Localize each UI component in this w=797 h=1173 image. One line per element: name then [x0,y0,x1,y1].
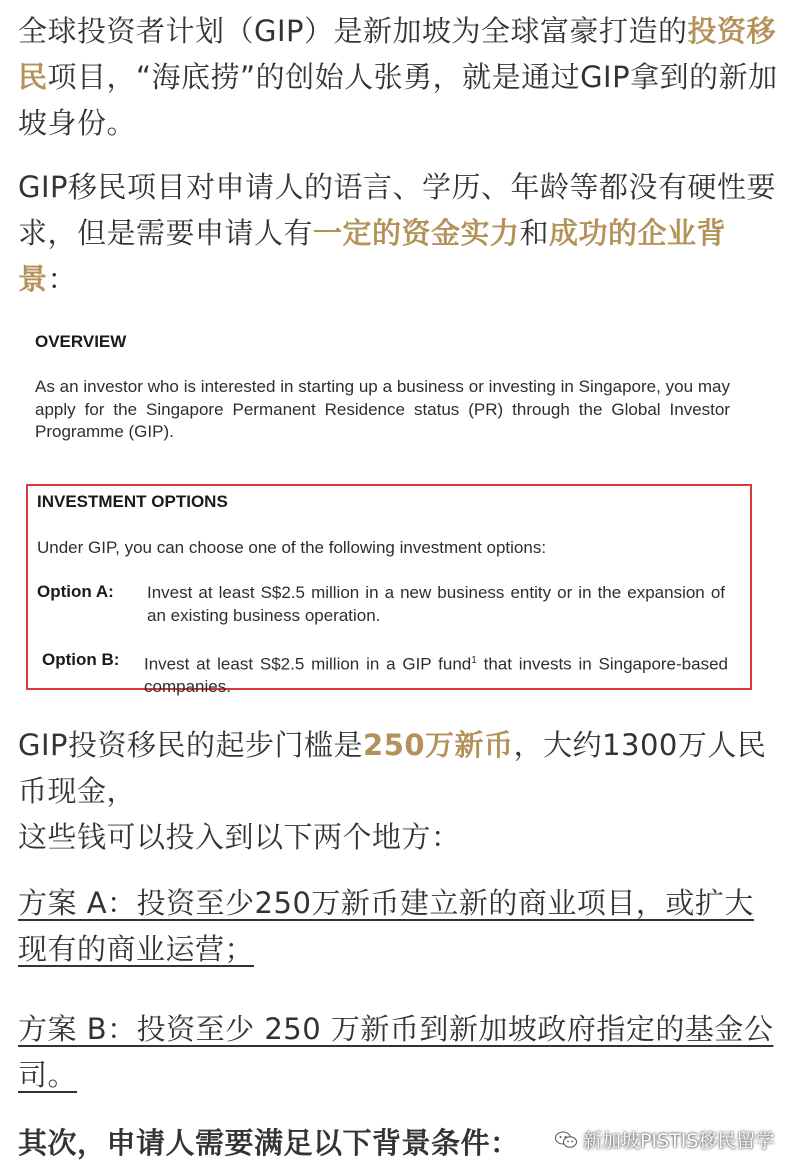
watermark-text: 新加坡PISTIS移民留学 [583,1130,775,1152]
overview-title: OVERVIEW [35,332,127,351]
threshold-text: GIP投资移民的起步门槛是 [18,728,364,762]
footnote-marker: 1 [471,655,477,666]
option-b-text-end: that invests in Singapore-based companies. [144,654,728,697]
investment-options-box [26,484,752,697]
threshold-highlight: 250万新币 [363,728,514,762]
intro-highlight: 投资移民 [18,14,777,94]
option-b-text-start: Invest at least S$2.5 million in a GIP fund [144,654,472,674]
requirements-paragraph [18,164,780,302]
option-b-label: Option B: [42,650,120,669]
background-heading: 其次，申请人需要满足以下背景条件： [18,1126,520,1160]
intro-text: 全球投资者计划（GIP）是新加坡为全球富豪打造的 [18,14,688,48]
overview-text: As an investor who is interested in starting up a business or investing in Singapore, you may apply for the Singapore Permanent Residence status (PR) through the Global Investor Programme (GIP). [35,377,730,441]
plan-b-paragraph [18,1006,780,1098]
option-b-text [144,650,728,699]
plan-a-paragraph [18,880,780,972]
intro-text-end: 项目，“海底捞”的创始人张勇，就是通过GIP拿到的新加坡身份。 [18,60,778,140]
plan-a-text: 方案 A：投资至少250万新币建立新的商业项目，或扩大现有的商业运营； [18,886,754,966]
option-a-text: Invest at least S$2.5 million in a new business entity or in the expansion of an existing business operation. [147,583,725,625]
requirements-text: GIP移民项目对申请人的语言、学历、年龄等都没有硬性要求，但是需要申请人有 [18,170,777,250]
requirements-conjunction: 和 [519,216,550,250]
wechat-icon [555,1131,577,1149]
watermark [555,1126,774,1153]
threshold-paragraph [18,722,780,860]
intro-paragraph [18,8,780,146]
threshold-text-end: ，大约1300万人民币现金， [18,728,767,808]
investment-options-intro: Under GIP, you can choose one of the following investment options: [37,538,547,557]
funding-highlight: 一定的资金实力 [313,216,520,250]
threshold-line2: 这些钱可以投入到以下两个地方： [18,820,461,854]
business-highlight: 成功的企业背景 [18,216,727,296]
requirements-colon: ： [47,262,78,296]
plan-b-text: 方案 B：投资至少 250 万新币到新加坡政府指定的基金公司。 [18,1012,774,1092]
embedded-screenshot [20,318,780,703]
investment-options-title: INVESTMENT OPTIONS [37,492,228,511]
option-a-label: Option A: [37,582,114,601]
